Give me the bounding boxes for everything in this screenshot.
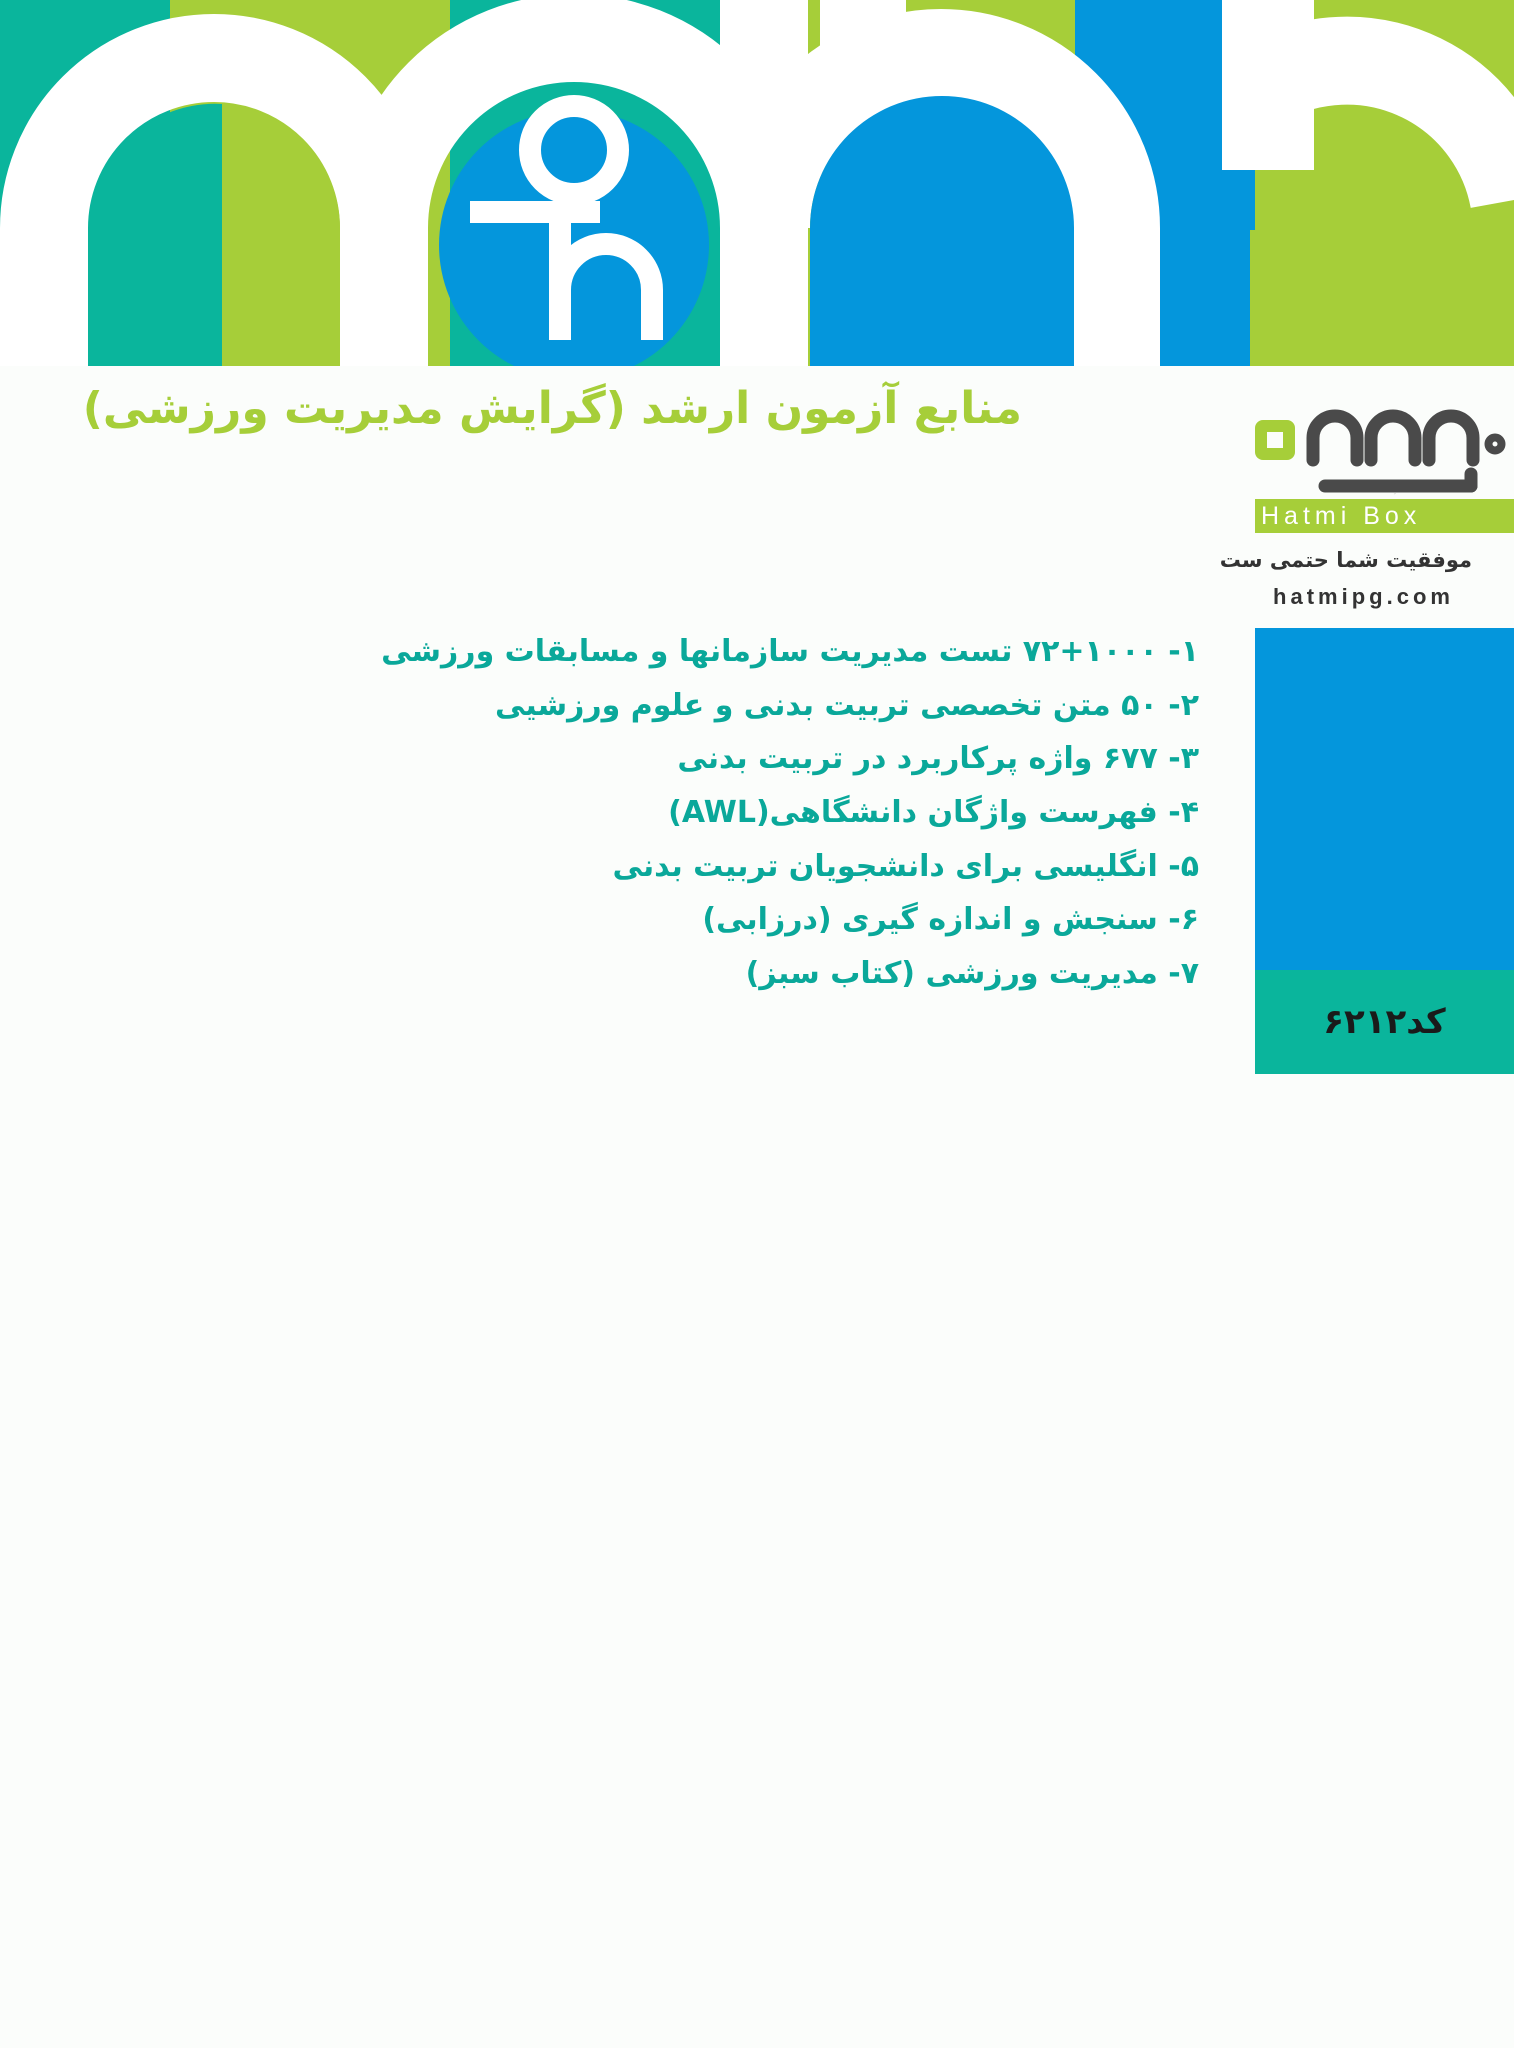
list-item: ۱- ۷۲+۱۰۰۰ تست مدیریت سازمانها و مسابقات ورزشی (381, 634, 1199, 669)
brand-url: hatmipg.com (1273, 584, 1454, 609)
svg-text:حتمی: حتمی (1393, 494, 1397, 495)
spine-blue-block (1255, 628, 1514, 970)
brand-tagline: موفقیت شما حتمی ست (1219, 548, 1472, 572)
list-item: ۶- سنجش و اندازه گیری (درزابی) (702, 902, 1199, 938)
list-item: ۳- ۶۷۷ واژه پرکاربرد در تربیت بدنی (677, 741, 1199, 777)
list-item: ۷- مدیریت ورزشی (کتاب سبز) (745, 956, 1199, 992)
list-item: ۲- ۵۰ متن تخصصی تربیت بدنی و علوم ورزشیی (494, 687, 1199, 723)
brand-block (1219, 398, 1514, 618)
hatmi-logo-icon (1255, 398, 1514, 498)
brand-name: Hatmi Box (1255, 499, 1514, 533)
book-list (381, 625, 1199, 1001)
list-item: ۵- انگلیسی برای دانشجویان تربیت بدنی (612, 848, 1199, 884)
list-item: ۴- فهرست واژگان دانشگاهی(AWL) (668, 795, 1199, 831)
product-code: کد۶۲۱۲ (1323, 1002, 1446, 1042)
page-subtitle: منابع آزمون ارشد (گرایش مدیریت ورزشی) (82, 383, 1022, 434)
header-banner (0, 0, 1514, 366)
product-code-block (1255, 970, 1514, 1074)
